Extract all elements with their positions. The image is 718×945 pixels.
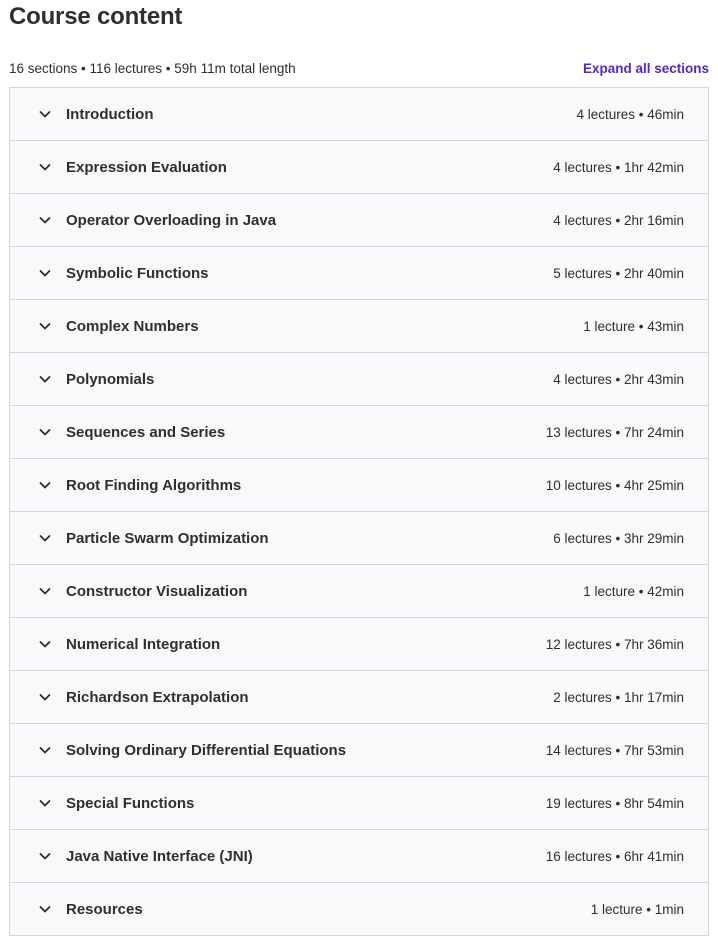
section-title: Polynomials [66,370,155,388]
expand-all-sections-button[interactable]: Expand all sections [582,60,709,76]
page-title: Course content [9,3,183,30]
section-header[interactable] [10,565,708,618]
section-header[interactable] [10,883,708,935]
section-meta: 4 lectures • 46min [576,106,684,122]
section-title: Java Native Interface (JNI) [66,847,253,865]
section-header[interactable] [10,88,708,141]
section-title: Symbolic Functions [66,264,209,282]
section-header[interactable] [10,777,708,830]
section-title: Numerical Integration [66,635,221,653]
section-title: Introduction [66,105,154,123]
section-header[interactable] [10,141,708,194]
section-meta: 4 lectures • 2hr 43min [553,371,684,387]
chevron-down-icon [38,478,52,492]
section-header[interactable] [10,459,708,512]
section-meta: 16 lectures • 6hr 41min [545,848,684,864]
section-header[interactable] [10,618,708,671]
chevron-down-icon [38,743,52,757]
section-title: Solving Ordinary Differential Equations [66,741,347,759]
section-meta: 4 lectures • 1hr 42min [553,159,684,175]
chevron-down-icon [38,690,52,704]
section-title: Root Finding Algorithms [66,476,242,494]
chevron-down-icon [38,266,52,280]
chevron-down-icon [38,584,52,598]
chevron-down-icon [38,213,52,227]
section-meta: 19 lectures • 8hr 54min [545,795,684,811]
chevron-down-icon [38,637,52,651]
chevron-down-icon [38,319,52,333]
section-title: Resources [66,900,143,918]
section-meta: 10 lectures • 4hr 25min [545,477,684,493]
section-title: Constructor Visualization [66,582,248,600]
section-title: Special Functions [66,794,195,812]
section-header[interactable] [10,353,708,406]
section-title: Expression Evaluation [66,158,227,176]
section-header[interactable] [10,671,708,724]
course-summary: 16 sections • 116 lectures • 59h 11m total length [9,60,296,76]
section-meta: 1 lecture • 42min [583,583,684,599]
section-title: Richardson Extrapolation [66,688,249,706]
section-header[interactable] [10,247,708,300]
section-header[interactable] [10,406,708,459]
section-header[interactable] [10,724,708,777]
section-title: Complex Numbers [66,317,199,335]
section-meta: 12 lectures • 7hr 36min [545,636,684,652]
section-header[interactable] [10,300,708,353]
sections-accordion [9,87,709,936]
section-meta: 2 lectures • 1hr 17min [553,689,684,705]
section-header[interactable] [10,830,708,883]
section-meta: 13 lectures • 7hr 24min [545,424,684,440]
chevron-down-icon [38,372,52,386]
course-summary-row [9,58,709,78]
chevron-down-icon [38,425,52,439]
section-meta: 4 lectures • 2hr 16min [553,212,684,228]
section-title: Sequences and Series [66,423,226,441]
section-meta: 1 lecture • 43min [583,318,684,334]
section-title: Particle Swarm Optimization [66,529,269,547]
chevron-down-icon [38,107,52,121]
section-title: Operator Overloading in Java [66,211,277,229]
section-header[interactable] [10,194,708,247]
section-meta: 14 lectures • 7hr 53min [545,742,684,758]
chevron-down-icon [38,796,52,810]
section-meta: 5 lectures • 2hr 40min [553,265,684,281]
chevron-down-icon [38,160,52,174]
section-header[interactable] [10,512,708,565]
chevron-down-icon [38,531,52,545]
section-meta: 1 lecture • 1min [590,901,684,917]
chevron-down-icon [38,849,52,863]
section-meta: 6 lectures • 3hr 29min [553,530,684,546]
chevron-down-icon [38,902,52,916]
